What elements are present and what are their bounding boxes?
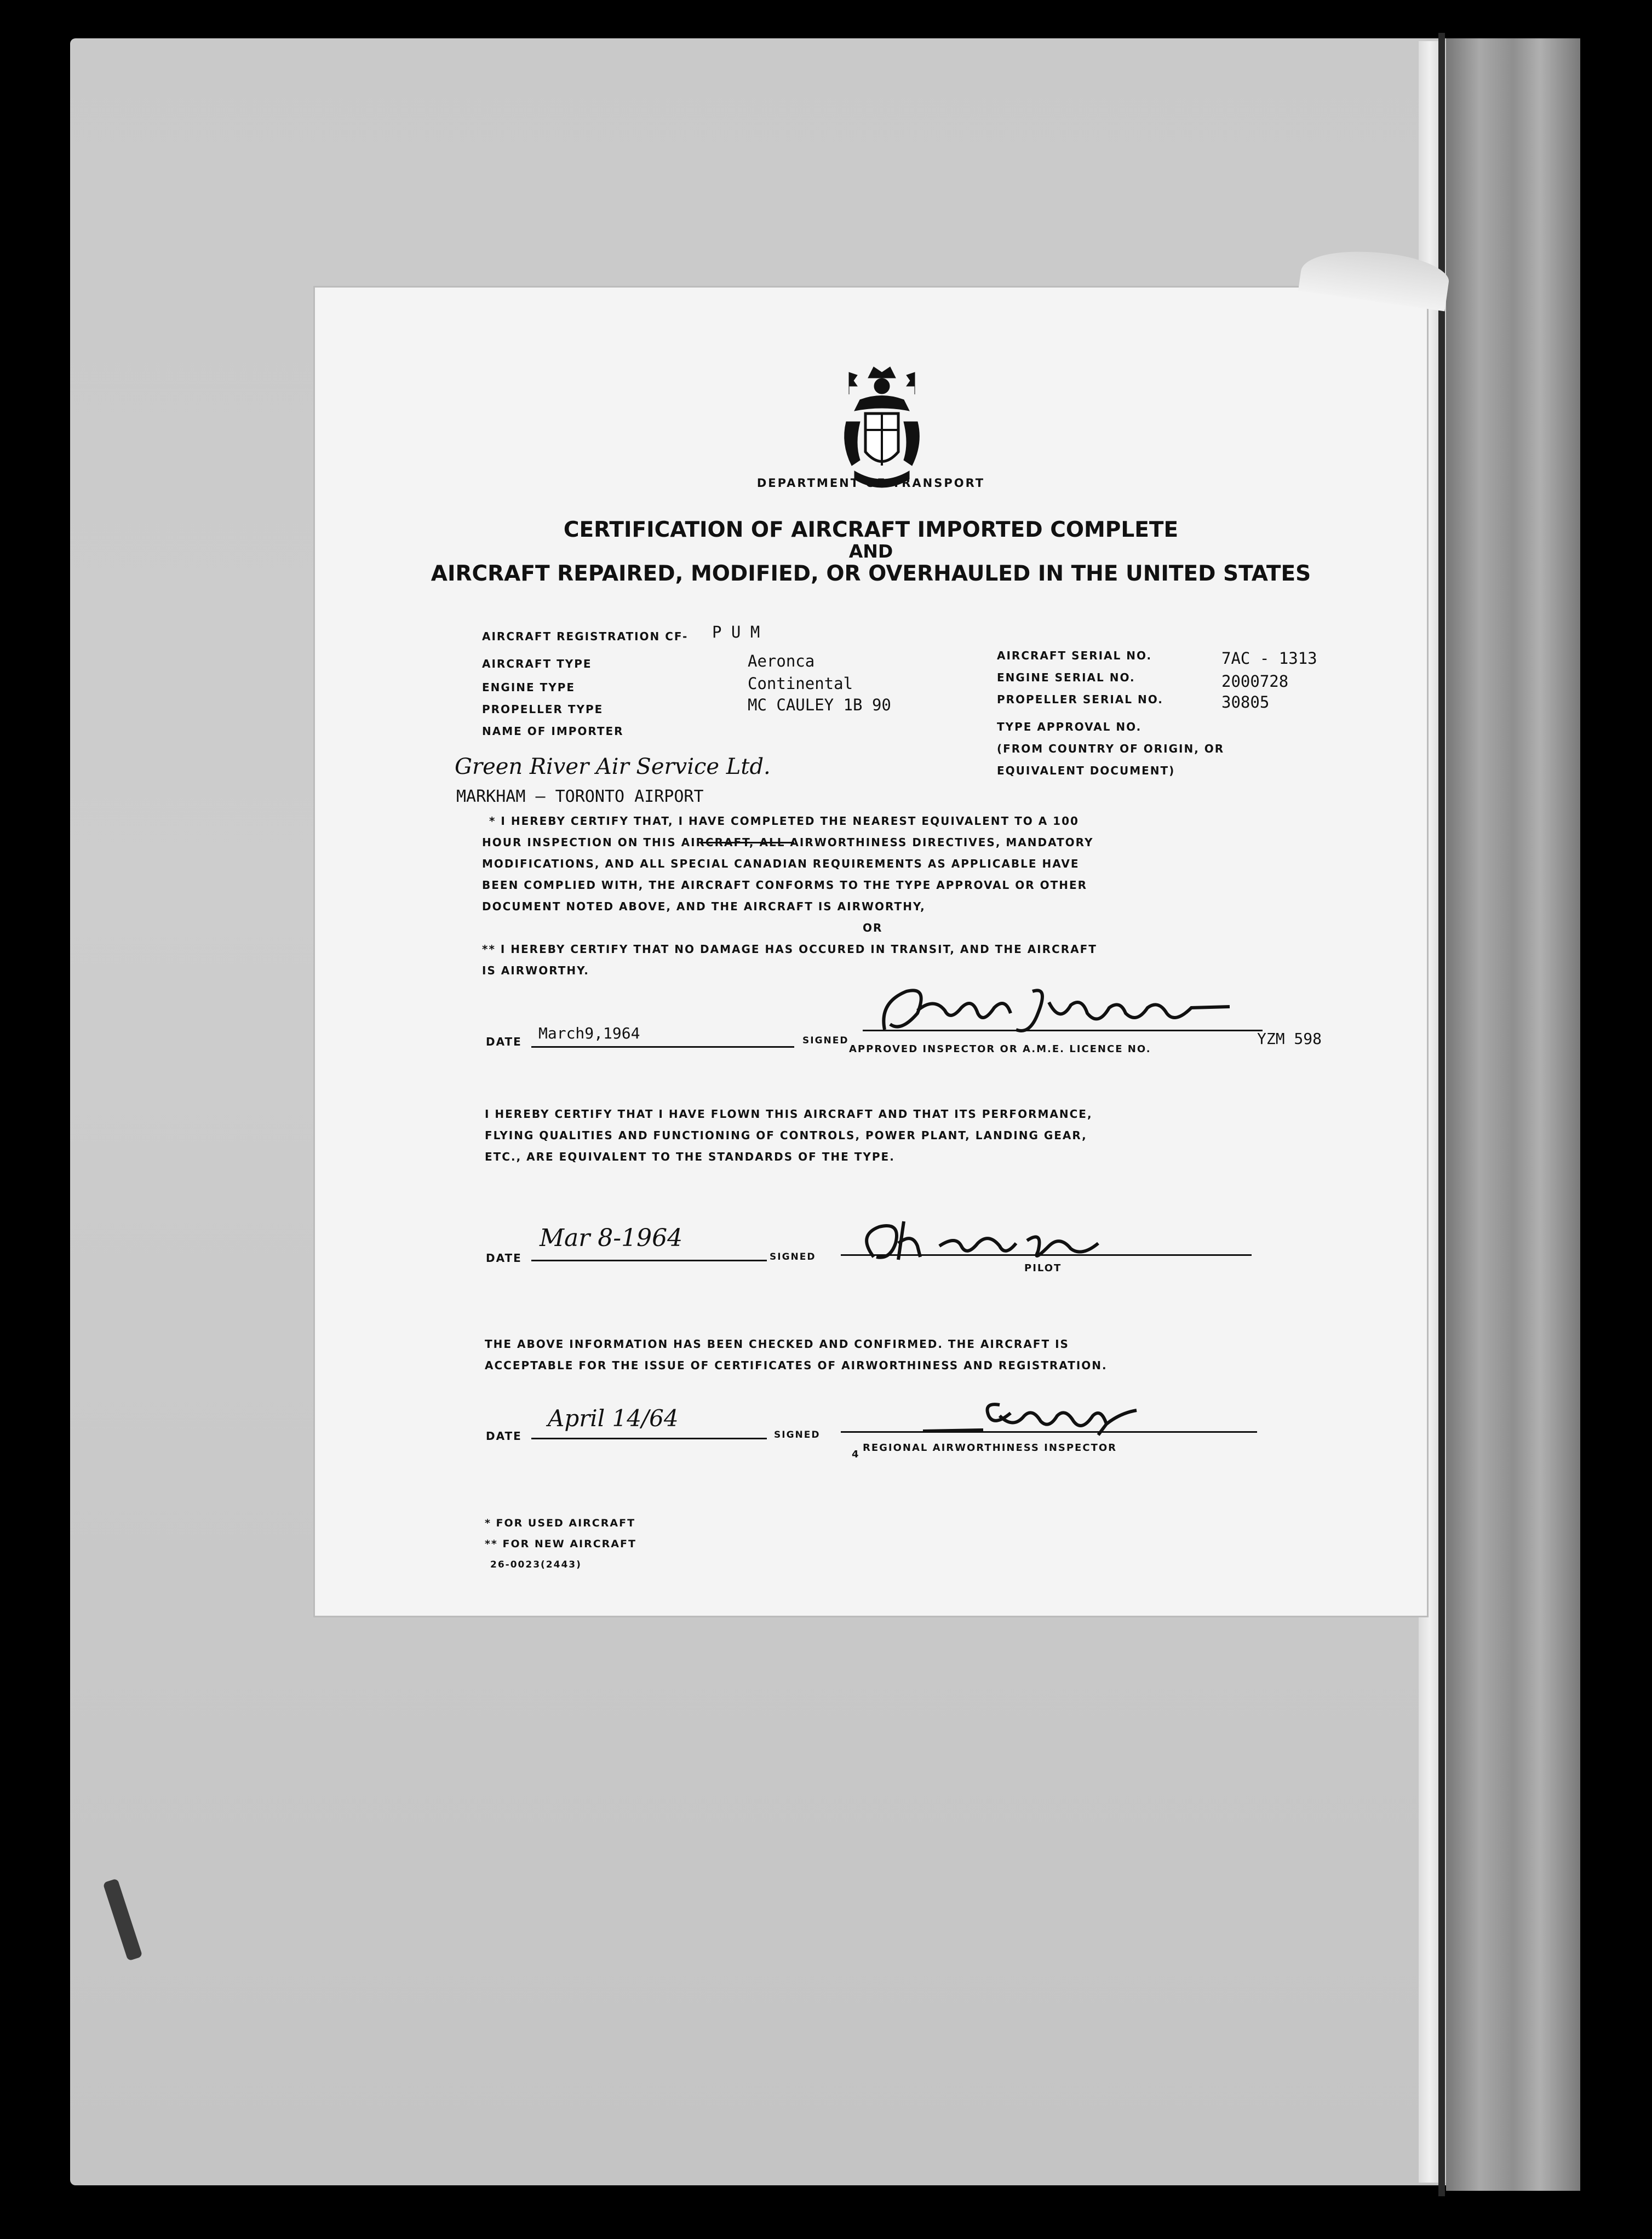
aircraft-serial-value: 7AC - 1313: [1221, 649, 1317, 668]
sign2-date-value: Mar 8-1964: [540, 1224, 683, 1252]
sign3-date-line: [531, 1438, 767, 1439]
registration-value: P U M: [712, 623, 760, 641]
cert1-or: OR: [863, 921, 883, 934]
sign2-date-line: [531, 1260, 767, 1261]
sign1-date-value: March9,1964: [538, 1024, 640, 1042]
aircraft-type-label: AIRCRAFT TYPE: [482, 657, 592, 670]
footer-note-used: * FOR USED AIRCRAFT: [485, 1517, 636, 1529]
cert1-line-2: HOUR INSPECTION ON THIS AIRCRAFT, ALL AIRWORTHINESS DIRECTIVES, MANDATORY: [482, 836, 1094, 849]
title-line-1: CERTIFICATION OF AIRCRAFT IMPORTED COMPLETE: [563, 518, 1179, 542]
certification-document: [315, 288, 1427, 1616]
cert1-line-5: DOCUMENT NOTED ABOVE, AND THE AIRCRAFT IS AIRWORTHY,: [482, 900, 926, 913]
aircraft-type-value: Aeronca: [748, 652, 815, 670]
engine-serial-label: ENGINE SERIAL NO.: [997, 671, 1135, 684]
sign3-date-value: April 14/64: [548, 1405, 679, 1432]
engine-type-label: ENGINE TYPE: [482, 681, 576, 694]
cert2-line-1: I HEREBY CERTIFY THAT I HAVE FLOWN THIS AIRCRAFT AND THAT ITS PERFORMANCE,: [485, 1107, 1093, 1121]
propeller-type-label: PROPELLER TYPE: [482, 703, 604, 716]
folder-spine: [1446, 38, 1580, 2191]
sign3-role: REGIONAL AIRWORTHINESS INSPECTOR: [863, 1442, 1117, 1454]
cert3-line-2: ACCEPTABLE FOR THE ISSUE OF CERTIFICATES OF AIRWORTHINESS AND REGISTRATION.: [485, 1359, 1108, 1372]
cert2-line-3: ETC., ARE EQUIVALENT TO THE STANDARDS OF THE TYPE.: [485, 1150, 895, 1163]
propeller-serial-label: PROPELLER SERIAL NO.: [997, 693, 1163, 706]
footer-note-new: ** FOR NEW AIRCRAFT: [485, 1538, 636, 1550]
type-approval-label: TYPE APPROVAL NO.: [997, 720, 1142, 733]
propeller-type-value: MC CAULEY 1B 90: [748, 696, 891, 714]
cert1-line-7: IS AIRWORTHY.: [482, 964, 589, 977]
cert1-line-4: BEEN COMPLIED WITH, THE AIRCRAFT CONFORMS TO THE TYPE APPROVAL OR OTHER: [482, 879, 1088, 892]
strikethrough-mark: [701, 842, 794, 843]
sign1-date-line: [531, 1046, 794, 1048]
title-line-3: AIRCRAFT REPAIRED, MODIFIED, OR OVERHAULED IN THE UNITED STATES: [431, 561, 1311, 586]
sign3-date-label: DATE: [486, 1429, 522, 1443]
department-name: DEPARTMENT OF TRANSPORT: [756, 476, 985, 490]
form-number: 26-0023(2443): [490, 1559, 582, 1570]
sign1-signed-label: SIGNED: [802, 1035, 849, 1046]
engine-serial-value: 2000728: [1221, 672, 1289, 691]
cert1-line-6: ** I HEREBY CERTIFY THAT NO DAMAGE HAS OCCURED IN TRANSIT, AND THE AIRCRAFT: [482, 943, 1097, 956]
sign2-role: PILOT: [1024, 1262, 1062, 1274]
inspector-signature: [868, 980, 1241, 1041]
importer-address: MARKHAM — TORONTO AIRPORT: [456, 787, 704, 806]
sign2-date-label: DATE: [486, 1251, 522, 1265]
registration-label: AIRCRAFT REGISTRATION CF-: [482, 630, 689, 643]
sign1-licence-value: YZM 598: [1257, 1030, 1322, 1048]
sign1-date-label: DATE: [486, 1035, 522, 1048]
propeller-serial-value: 30805: [1221, 693, 1270, 711]
aircraft-serial-label: AIRCRAFT SERIAL NO.: [997, 649, 1152, 662]
pilot-signature: [852, 1213, 1115, 1268]
type-approval-note-1: (FROM COUNTRY OF ORIGIN, OR: [997, 742, 1225, 755]
engine-type-value: Continental: [748, 674, 853, 693]
importer-name-handwritten: Green River Air Service Ltd.: [455, 754, 771, 779]
type-approval-note-2: EQUIVALENT DOCUMENT): [997, 764, 1175, 777]
folder-spine-line: [1438, 33, 1445, 2196]
cert1-line-3: MODIFICATIONS, AND ALL SPECIAL CANADIAN REQUIREMENTS AS APPLICABLE HAVE: [482, 857, 1080, 870]
cert3-line-1: THE ABOVE INFORMATION HAS BEEN CHECKED AND CONFIRMED. THE AIRCRAFT IS: [485, 1337, 1069, 1351]
sign1-role: APPROVED INSPECTOR OR A.M.E. LICENCE NO.: [849, 1043, 1151, 1055]
cert2-line-2: FLYING QUALITIES AND FUNCTIONING OF CONTROLS, POWER PLANT, LANDING GEAR,: [485, 1129, 1087, 1142]
regional-inspector-signature: [917, 1394, 1148, 1438]
sign2-signed-label: SIGNED: [770, 1251, 816, 1262]
importer-label: NAME OF IMPORTER: [482, 725, 624, 738]
sign3-mark: 4: [852, 1449, 860, 1460]
sign3-signed-label: SIGNED: [774, 1429, 821, 1440]
cert1-line-1: * I HEREBY CERTIFY THAT, I HAVE COMPLETED THE NEAREST EQUIVALENT TO A 100: [489, 814, 1079, 828]
title-line-2: AND: [848, 541, 893, 562]
